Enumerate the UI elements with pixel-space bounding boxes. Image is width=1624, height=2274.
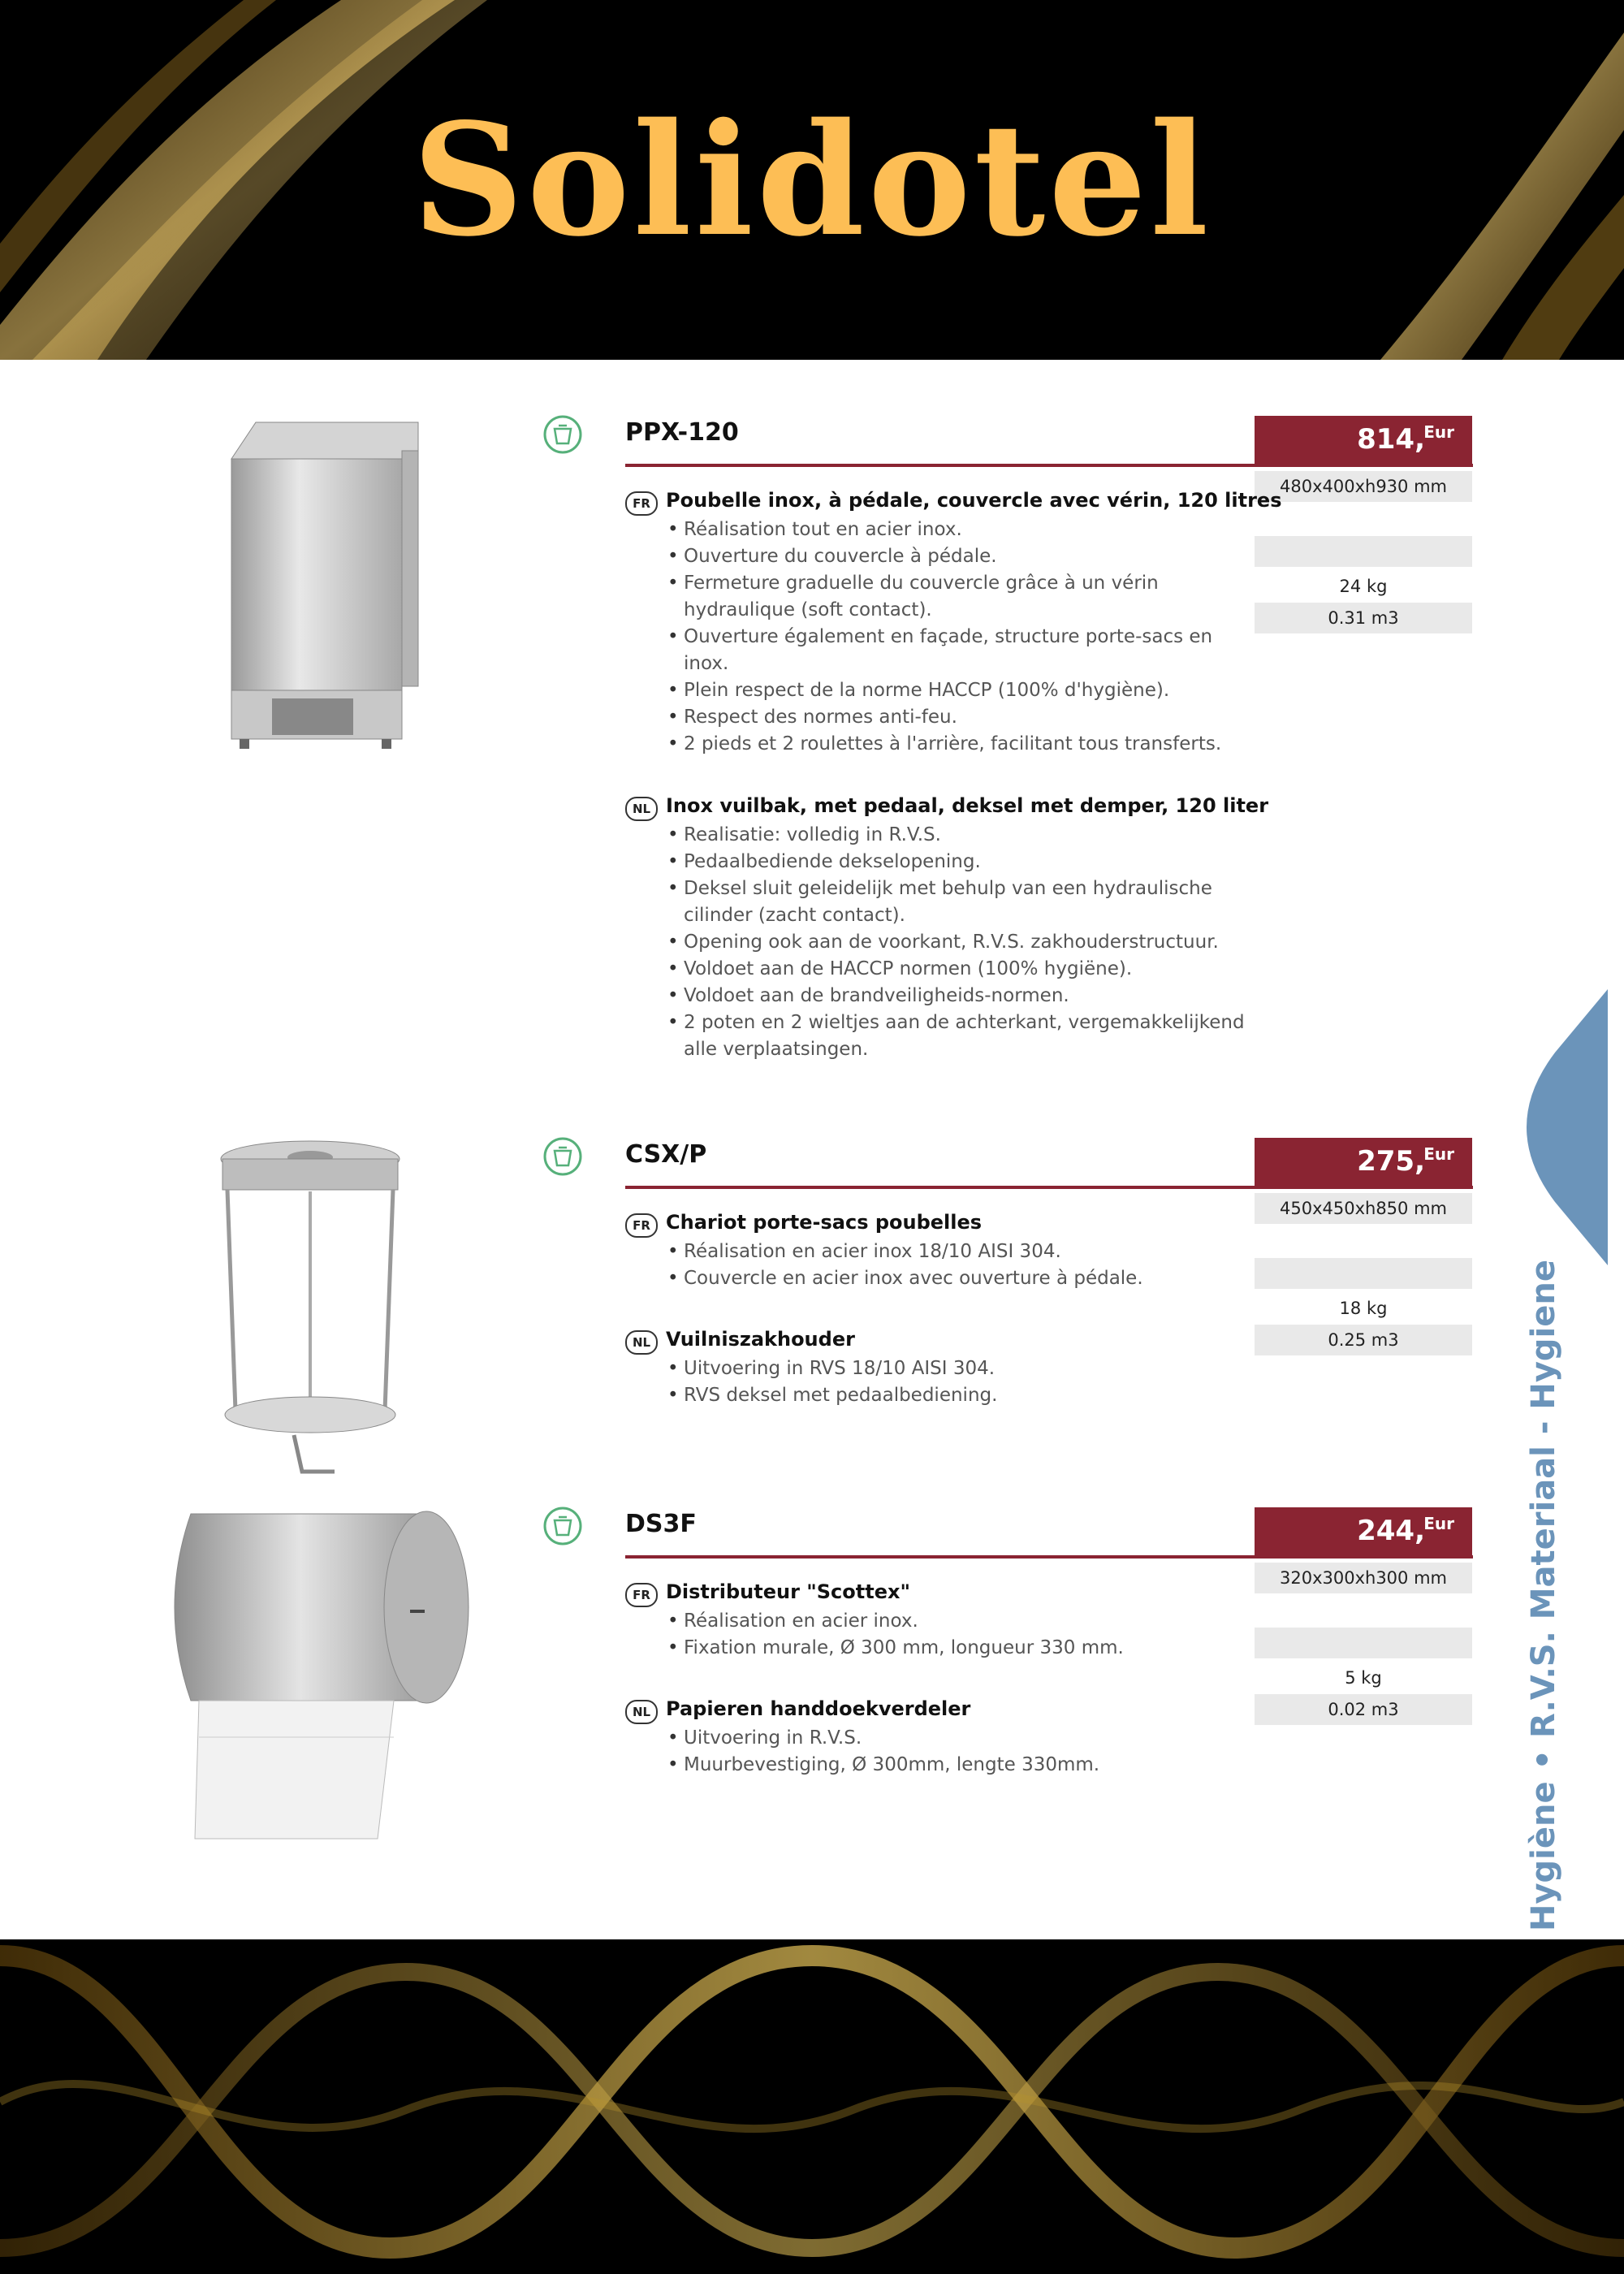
list-item: • Deksel sluit geleidelijk met behulp van een hydraulische cilinder (zacht contact).	[666, 875, 1236, 929]
list-item: • 2 poten en 2 wieltjes aan de achterkant, vergemakkelijkend alle verplaatsingen.	[666, 1009, 1268, 1063]
list-item: • Couvercle en acier inox avec ouverture à pédale.	[666, 1265, 1478, 1292]
list-item: • Voldoet aan de brandveiligheids-normen.	[666, 983, 1478, 1009]
feature-list	[666, 1239, 1478, 1292]
feature-list	[666, 1608, 1478, 1662]
list-item: • Plein respect de la norme HACCP (100% d'hygiène).	[666, 677, 1478, 704]
feature-list	[666, 517, 1478, 758]
list-item: • Ouverture du couvercle à pédale.	[666, 543, 1478, 570]
volume-value: 0.02 m3	[1255, 1694, 1472, 1725]
fr-language-badge: FR	[625, 1213, 658, 1238]
fr-language-badge: FR	[625, 1583, 658, 1607]
list-item: • Muurbevestiging, Ø 300mm, lengte 330mm.	[666, 1752, 1478, 1779]
list-item: • Réalisation en acier inox.	[666, 1608, 1478, 1635]
recycle-hygiene-icon	[542, 1506, 583, 1546]
price-value: 814,	[1357, 423, 1425, 456]
list-item: • Pedaalbediende dekselopening.	[666, 849, 1478, 875]
description-title: Inox vuilbak, met pedaal, deksel met demper, 120 liter	[666, 794, 1269, 817]
price-tag	[1255, 1507, 1472, 1556]
description-title: Vuilniszakhouder	[666, 1328, 855, 1351]
recycle-hygiene-icon	[542, 1136, 583, 1177]
list-item: • RVS deksel met pedaalbediening.	[666, 1382, 1478, 1409]
volume-value: 0.25 m3	[1255, 1325, 1472, 1355]
price-tag	[1255, 416, 1472, 465]
weight-value: 24 kg	[1339, 577, 1388, 596]
volume-value: 0.31 m3	[1255, 603, 1472, 633]
gold-wave-decoration	[0, 1939, 1624, 2274]
dimensions-value: 480x400xh930 mm	[1255, 471, 1472, 502]
fr-language-badge: FR	[625, 491, 658, 516]
description-title: Chariot porte-sacs poubelles	[666, 1211, 983, 1234]
dimensions-value: 320x300xh300 mm	[1255, 1563, 1472, 1593]
header-banner	[0, 0, 1624, 360]
feature-list	[666, 822, 1478, 1063]
list-item: • Réalisation en acier inox 18/10 AISI 304.	[666, 1239, 1478, 1265]
list-item: • Ouverture également en façade, structure porte-sacs en inox.	[666, 624, 1236, 677]
list-item: • Realisatie: volledig in R.V.S.	[666, 822, 1478, 849]
pedal-bin-image	[215, 418, 426, 751]
product-code: PPX-120	[625, 418, 739, 447]
price-value: 244,	[1357, 1515, 1425, 1547]
list-item: • Fixation murale, Ø 300 mm, longueur 330 mm.	[666, 1635, 1478, 1662]
description-title: Papieren handdoekverdeler	[666, 1697, 971, 1720]
nl-language-badge: NL	[625, 797, 658, 821]
paper-dispenser-image	[158, 1498, 483, 1851]
weight-value: 18 kg	[1339, 1299, 1388, 1318]
description-title: Distributeur "Scottex"	[666, 1580, 910, 1603]
nl-language-badge: NL	[625, 1330, 658, 1355]
dimensions-value: 450x450xh850 mm	[1255, 1193, 1472, 1224]
description-title: Poubelle inox, à pédale, couvercle avec vérin, 120 litres	[666, 489, 1282, 512]
list-item: • Réalisation tout en acier inox.	[666, 517, 1478, 543]
product-code: CSX/P	[625, 1140, 707, 1169]
list-item: • Respect des normes anti-feu.	[666, 704, 1478, 731]
product-code: DS3F	[625, 1510, 697, 1538]
footer-banner	[0, 1939, 1624, 2274]
section-tab-marker	[1498, 989, 1608, 1265]
feature-list	[666, 1725, 1478, 1779]
currency-label: Eur	[1423, 1144, 1454, 1164]
section-side-label: Hygiène • R.V.S. Materiaal - Hygiene	[1525, 1260, 1562, 1931]
list-item: • 2 pieds et 2 roulettes à l'arrière, facilitant tous transferts.	[666, 731, 1478, 758]
list-item: • Voldoet aan de HACCP normen (100% hygiëne).	[666, 956, 1478, 983]
recycle-hygiene-icon	[542, 414, 583, 455]
feature-list	[666, 1355, 1478, 1409]
price-value: 275,	[1357, 1145, 1425, 1178]
list-item: • Opening ook aan de voorkant, R.V.S. zakhouderstructuur.	[666, 929, 1478, 956]
list-item: • Fermeture graduelle du couvercle grâce à un vérin hydraulique (soft contact).	[666, 570, 1179, 624]
currency-label: Eur	[1423, 422, 1454, 442]
currency-label: Eur	[1423, 1514, 1454, 1533]
weight-value: 5 kg	[1345, 1668, 1382, 1688]
brand-logo: Solidotel	[412, 89, 1212, 270]
list-item: • Uitvoering in RVS 18/10 AISI 304.	[666, 1355, 1478, 1382]
price-tag	[1255, 1138, 1472, 1187]
bag-holder-image	[213, 1135, 408, 1484]
nl-language-badge: NL	[625, 1700, 658, 1724]
list-item: • Uitvoering in R.V.S.	[666, 1725, 1478, 1752]
